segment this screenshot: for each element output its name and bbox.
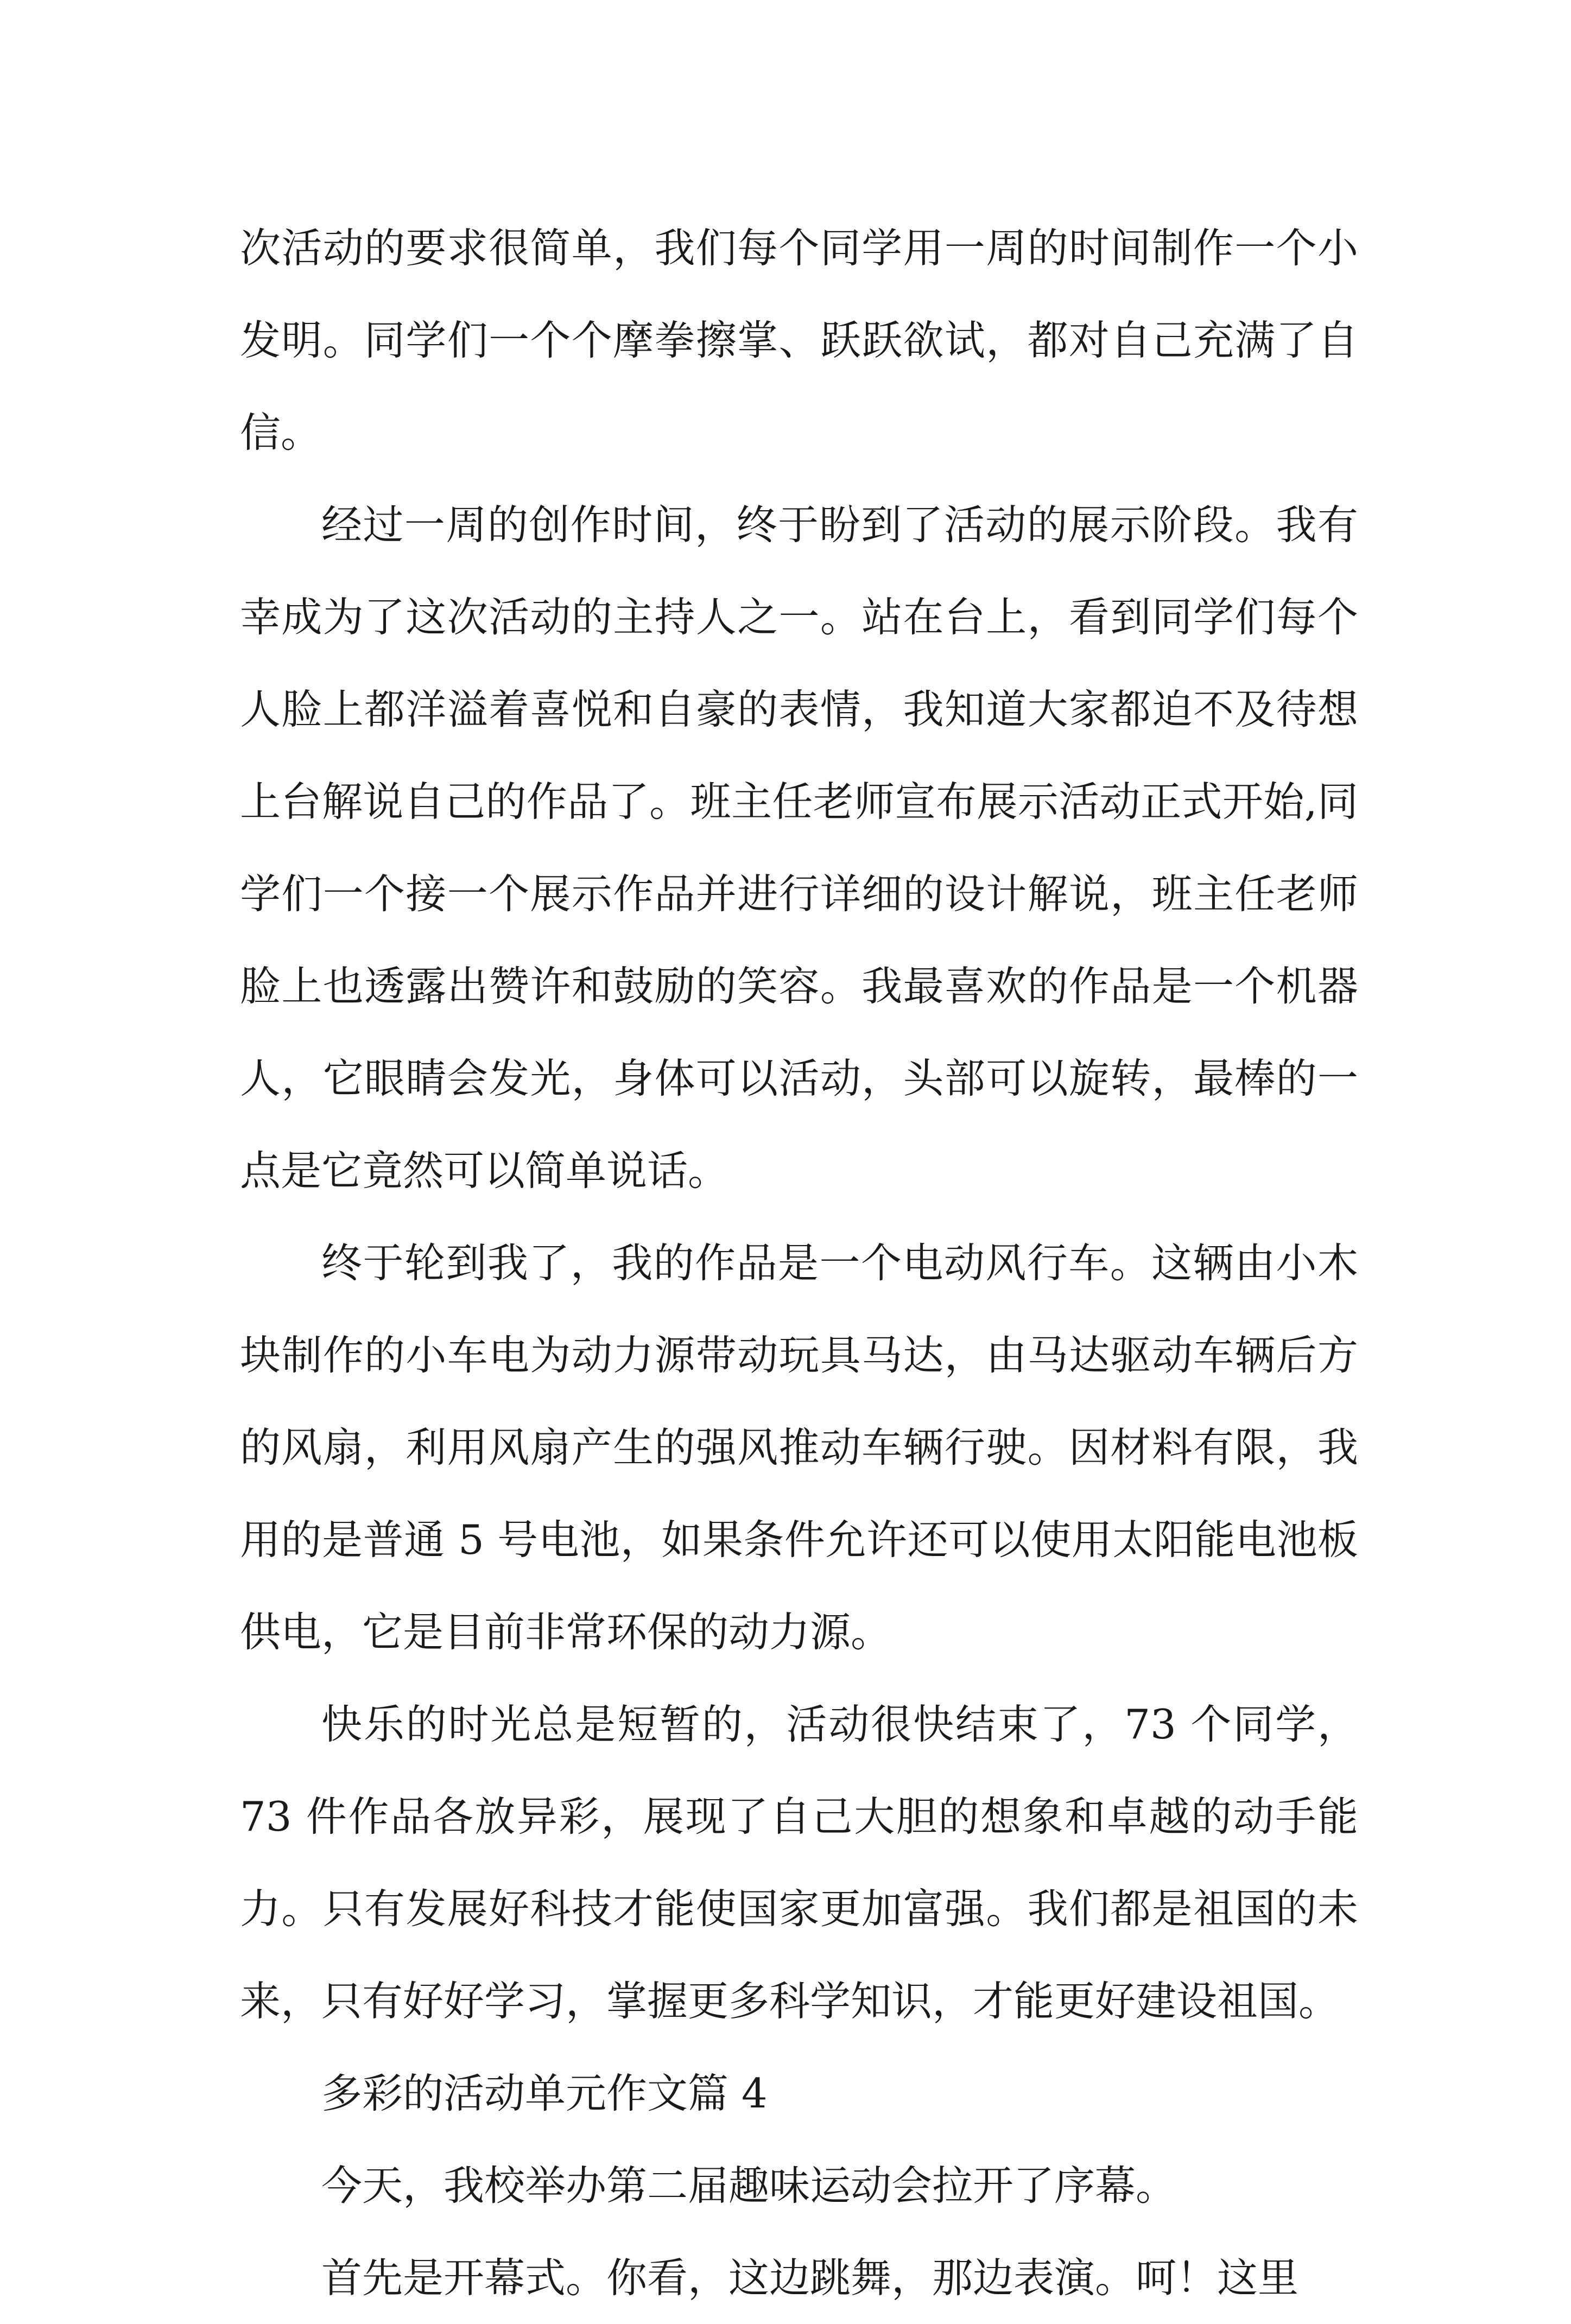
document-body [240, 202, 1358, 2324]
paragraph-opening-ceremony: 首先是开幕式。你看，这边跳舞，那边表演。呵！这里 [321, 2254, 1299, 2302]
paragraph-conclusion: 快乐的时光总是短暂的，活动很快结束了，73 个同学，73 件作品各放异彩，展现了自己大胆的想象和卓越的动手能力。只有发展好科技才能使国家更加富强。我们都是祖国的未来，只有好好学习，掌握更多科学知识，才能更好建设祖国。 [240, 1700, 1358, 2025]
paragraph-my-invention: 终于轮到我了，我的作品是一个电动风行车。这辆由小木块制作的小车电为动力源带动玩具马达，由马达驱动车辆后方的风扇，利用风扇产生的强风推动车辆行驶。因材料有限，我用的是普通 5 号电池，如果条件允许还可以使用太阳能电池板供电，它是目前非常环保的动力源。 [240, 1239, 1358, 1656]
paragraph-sports-meet-intro: 今天，我校举办第二届趣味运动会拉开了序幕。 [321, 2162, 1177, 2209]
paragraph-showcase: 经过一周的创作时间，终于盼到了活动的展示阶段。我有幸成为了这次活动的主持人之一。站在台上，看到同学们每个人脸上都洋溢着喜悦和自豪的表情，我知道大家都迫不及待想上台解说自己的作品了。班主任老师宣布展示活动正式开始,同学们一个接一个展示作品并进行详细的设计解说，班主任老师脸上也透露出赞许和鼓励的笑容。我最喜欢的作品是一个机器人，它眼睛会发光，身体可以活动，头部可以旋转，最棒的一点是它竟然可以简单说话。 [240, 501, 1358, 1195]
paragraph-continued: 次活动的要求很简单，我们每个同学用一周的时间制作一个小发明。同学们一个个摩拳擦掌、跃跃欲试，都对自己充满了自信。 [240, 224, 1358, 456]
essay-heading: 多彩的活动单元作文篇 4 [321, 2069, 768, 2117]
